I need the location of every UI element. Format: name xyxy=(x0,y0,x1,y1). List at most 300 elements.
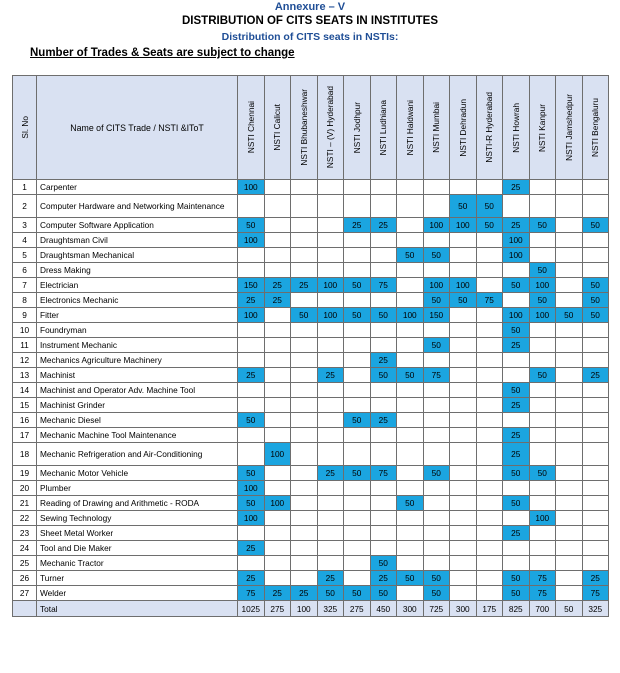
empty-cell xyxy=(317,248,344,263)
empty-cell xyxy=(423,353,450,368)
seat-cell: 50 xyxy=(344,586,371,601)
empty-cell xyxy=(476,278,503,293)
empty-cell xyxy=(317,233,344,248)
empty-cell xyxy=(397,556,424,571)
empty-cell xyxy=(450,383,477,398)
empty-cell xyxy=(397,293,424,308)
seat-cell: 100 xyxy=(238,511,265,526)
empty-cell xyxy=(291,383,318,398)
seat-cell: 25 xyxy=(503,526,530,541)
seat-cell: 100 xyxy=(397,308,424,323)
empty-cell xyxy=(450,338,477,353)
total-cell: 100 xyxy=(291,601,318,617)
empty-cell xyxy=(291,428,318,443)
empty-cell xyxy=(370,541,397,556)
row-sl-no: 23 xyxy=(13,526,37,541)
empty-cell xyxy=(503,368,530,383)
seat-cell: 150 xyxy=(423,308,450,323)
empty-cell xyxy=(423,233,450,248)
row-sl-no: 19 xyxy=(13,466,37,481)
seat-cell: 100 xyxy=(238,180,265,195)
empty-cell xyxy=(556,233,583,248)
row-sl-no: 15 xyxy=(13,398,37,413)
empty-cell xyxy=(291,293,318,308)
seat-cell: 50 xyxy=(503,496,530,511)
empty-cell xyxy=(344,398,371,413)
empty-cell xyxy=(264,541,291,556)
table-row xyxy=(13,180,609,195)
empty-cell xyxy=(556,338,583,353)
empty-cell xyxy=(370,323,397,338)
seat-cell: 100 xyxy=(450,218,477,233)
seat-cell: 25 xyxy=(344,218,371,233)
table-row xyxy=(13,481,609,496)
empty-cell xyxy=(344,511,371,526)
seat-cell: 25 xyxy=(503,180,530,195)
seat-cell: 50 xyxy=(423,248,450,263)
empty-cell xyxy=(476,383,503,398)
empty-cell xyxy=(264,526,291,541)
empty-cell xyxy=(264,353,291,368)
seat-cell: 100 xyxy=(238,233,265,248)
row-sl-no: 20 xyxy=(13,481,37,496)
seat-cell: 100 xyxy=(450,278,477,293)
empty-cell xyxy=(582,323,609,338)
empty-cell xyxy=(582,481,609,496)
table-row xyxy=(13,233,609,248)
empty-cell xyxy=(291,571,318,586)
empty-cell xyxy=(264,323,291,338)
institute-header: NSTI Howrah xyxy=(503,76,530,180)
empty-cell xyxy=(344,293,371,308)
seat-cell: 50 xyxy=(423,293,450,308)
trade-name-header: Name of CITS Trade / NSTI &IToT xyxy=(37,76,238,180)
page-title: DISTRIBUTION OF CITS SEATS IN INSTITUTES xyxy=(182,15,438,27)
empty-cell xyxy=(423,496,450,511)
total-cell: 450 xyxy=(370,601,397,617)
table-row xyxy=(13,278,609,293)
empty-cell xyxy=(423,541,450,556)
trade-name: Electrician xyxy=(37,278,238,293)
empty-cell xyxy=(397,338,424,353)
empty-cell xyxy=(370,443,397,466)
seat-cell: 50 xyxy=(556,308,583,323)
empty-cell xyxy=(450,353,477,368)
empty-cell xyxy=(264,571,291,586)
seat-cell: 50 xyxy=(529,368,556,383)
total-row xyxy=(13,601,609,617)
trade-name: Draughtsman Civil xyxy=(37,233,238,248)
empty-cell xyxy=(397,541,424,556)
empty-cell xyxy=(397,526,424,541)
total-cell: 725 xyxy=(423,601,450,617)
empty-cell xyxy=(423,443,450,466)
seat-cell: 25 xyxy=(370,571,397,586)
institute-header: NSTI Dehradun xyxy=(450,76,477,180)
seat-cell: 50 xyxy=(582,278,609,293)
seat-cell: 50 xyxy=(582,218,609,233)
empty-cell xyxy=(397,466,424,481)
seat-cell: 75 xyxy=(529,571,556,586)
empty-cell xyxy=(529,428,556,443)
seat-cell: 50 xyxy=(503,278,530,293)
empty-cell xyxy=(450,398,477,413)
seat-cell: 50 xyxy=(450,195,477,218)
empty-cell xyxy=(476,526,503,541)
seat-cell: 25 xyxy=(503,428,530,443)
empty-cell xyxy=(317,398,344,413)
empty-cell xyxy=(556,481,583,496)
empty-cell xyxy=(476,586,503,601)
empty-cell xyxy=(423,511,450,526)
empty-cell xyxy=(529,248,556,263)
row-sl-no: 3 xyxy=(13,218,37,233)
empty-cell xyxy=(344,443,371,466)
empty-cell xyxy=(397,398,424,413)
empty-cell xyxy=(370,180,397,195)
empty-cell xyxy=(529,338,556,353)
empty-cell xyxy=(397,233,424,248)
change-note: Number of Trades & Seats are subject to change xyxy=(30,47,295,59)
empty-cell xyxy=(503,195,530,218)
table-row xyxy=(13,428,609,443)
seat-cell: 50 xyxy=(476,195,503,218)
seat-cell: 50 xyxy=(370,556,397,571)
empty-cell xyxy=(476,263,503,278)
empty-cell xyxy=(556,541,583,556)
empty-cell xyxy=(476,481,503,496)
empty-cell xyxy=(238,248,265,263)
empty-cell xyxy=(291,338,318,353)
table-row xyxy=(13,218,609,233)
empty-cell xyxy=(317,413,344,428)
empty-cell xyxy=(582,556,609,571)
empty-cell xyxy=(556,443,583,466)
seat-cell: 75 xyxy=(582,586,609,601)
trade-name: Mechanic Refrigeration and Air-Conditioning xyxy=(37,443,238,466)
empty-cell xyxy=(556,218,583,233)
row-sl-no: 27 xyxy=(13,586,37,601)
seat-cell: 100 xyxy=(503,233,530,248)
trade-name: Mechanic Tractor xyxy=(37,556,238,571)
table-row xyxy=(13,443,609,466)
empty-cell xyxy=(291,218,318,233)
empty-cell xyxy=(450,263,477,278)
empty-cell xyxy=(450,443,477,466)
empty-cell xyxy=(556,368,583,383)
table-row xyxy=(13,308,609,323)
empty-cell xyxy=(238,443,265,466)
seat-cell: 50 xyxy=(397,248,424,263)
row-sl-no: 26 xyxy=(13,571,37,586)
empty-cell xyxy=(370,481,397,496)
seat-cell: 50 xyxy=(291,308,318,323)
table-row xyxy=(13,496,609,511)
trade-name: Mechanic Motor Vehicle xyxy=(37,466,238,481)
table-row xyxy=(13,541,609,556)
empty-cell xyxy=(291,263,318,278)
row-sl-no: 16 xyxy=(13,413,37,428)
empty-cell xyxy=(291,556,318,571)
empty-cell xyxy=(264,398,291,413)
seat-cell: 25 xyxy=(370,413,397,428)
trade-name: Turner xyxy=(37,571,238,586)
empty-cell xyxy=(370,248,397,263)
seat-cell: 50 xyxy=(582,293,609,308)
trade-name: Draughtsman Mechanical xyxy=(37,248,238,263)
seat-cell: 25 xyxy=(317,368,344,383)
empty-cell xyxy=(264,383,291,398)
row-sl-no: 11 xyxy=(13,338,37,353)
row-sl-no: 25 xyxy=(13,556,37,571)
row-sl-no: 14 xyxy=(13,383,37,398)
seat-cell: 25 xyxy=(291,278,318,293)
empty-cell xyxy=(450,571,477,586)
empty-cell xyxy=(476,511,503,526)
seat-cell: 25 xyxy=(317,571,344,586)
empty-cell xyxy=(476,323,503,338)
empty-cell xyxy=(370,338,397,353)
empty-cell xyxy=(264,233,291,248)
seat-cell: 50 xyxy=(370,368,397,383)
empty-cell xyxy=(317,481,344,496)
seat-cell: 100 xyxy=(423,278,450,293)
seat-cell: 25 xyxy=(503,398,530,413)
trade-name: Tool and Die Maker xyxy=(37,541,238,556)
trade-name: Plumber xyxy=(37,481,238,496)
empty-cell xyxy=(582,195,609,218)
empty-cell xyxy=(423,195,450,218)
empty-cell xyxy=(556,278,583,293)
seat-cell: 50 xyxy=(344,466,371,481)
seat-cell: 100 xyxy=(503,308,530,323)
row-sl-no: 1 xyxy=(13,180,37,195)
seat-cell: 50 xyxy=(423,466,450,481)
empty-cell xyxy=(476,338,503,353)
empty-cell xyxy=(503,353,530,368)
seat-cell: 50 xyxy=(503,466,530,481)
empty-cell xyxy=(238,263,265,278)
seat-cell: 100 xyxy=(503,248,530,263)
empty-cell xyxy=(423,323,450,338)
empty-cell xyxy=(291,541,318,556)
empty-cell xyxy=(397,278,424,293)
trade-name: Computer Hardware and Networking Maintenance xyxy=(37,195,238,218)
empty-cell xyxy=(556,496,583,511)
empty-cell xyxy=(264,263,291,278)
table-header-row xyxy=(13,76,609,180)
empty-cell xyxy=(344,383,371,398)
empty-cell xyxy=(317,263,344,278)
empty-cell xyxy=(423,383,450,398)
seat-cell: 50 xyxy=(423,338,450,353)
total-cell: 300 xyxy=(397,601,424,617)
seat-cell: 50 xyxy=(397,571,424,586)
empty-cell xyxy=(503,413,530,428)
empty-cell xyxy=(317,195,344,218)
empty-cell xyxy=(264,511,291,526)
seat-cell: 25 xyxy=(370,218,397,233)
seat-cell: 50 xyxy=(423,586,450,601)
row-sl-no: 9 xyxy=(13,308,37,323)
seat-cell: 75 xyxy=(529,586,556,601)
table-row xyxy=(13,353,609,368)
seat-cell: 25 xyxy=(291,586,318,601)
empty-cell xyxy=(423,413,450,428)
empty-cell xyxy=(529,526,556,541)
seat-cell: 25 xyxy=(503,338,530,353)
table-row xyxy=(13,526,609,541)
empty-cell xyxy=(450,248,477,263)
empty-cell xyxy=(291,180,318,195)
empty-cell xyxy=(450,556,477,571)
empty-cell xyxy=(476,541,503,556)
total-cell: 275 xyxy=(264,601,291,617)
total-cell: 50 xyxy=(556,601,583,617)
empty-cell xyxy=(344,496,371,511)
empty-cell xyxy=(344,526,371,541)
empty-cell xyxy=(582,383,609,398)
row-sl-no: 18 xyxy=(13,443,37,466)
seat-cell: 150 xyxy=(238,278,265,293)
empty-cell xyxy=(582,466,609,481)
empty-cell xyxy=(582,541,609,556)
empty-cell xyxy=(291,481,318,496)
institute-header: NSTI Kanpur xyxy=(529,76,556,180)
empty-cell xyxy=(423,481,450,496)
seat-cell: 25 xyxy=(238,571,265,586)
page-subtitle: Distribution of CITS seats in NSTIs: xyxy=(221,31,399,43)
empty-cell xyxy=(317,293,344,308)
empty-cell xyxy=(556,428,583,443)
empty-cell xyxy=(582,263,609,278)
empty-cell xyxy=(476,466,503,481)
empty-cell xyxy=(450,496,477,511)
row-sl-no: 6 xyxy=(13,263,37,278)
empty-cell xyxy=(291,195,318,218)
trade-name: Mechanics Agriculture Machinery xyxy=(37,353,238,368)
empty-cell xyxy=(423,556,450,571)
institute-header: NSTI Bengaluru xyxy=(582,76,609,180)
empty-cell xyxy=(397,218,424,233)
empty-cell xyxy=(529,353,556,368)
seat-cell: 50 xyxy=(529,263,556,278)
seat-cell: 50 xyxy=(503,571,530,586)
trade-name: Machinist Grinder xyxy=(37,398,238,413)
seat-cell: 25 xyxy=(264,293,291,308)
sl-no-header: Sl. No xyxy=(13,76,37,180)
empty-cell xyxy=(476,443,503,466)
trade-name: Sewing Technology xyxy=(37,511,238,526)
empty-cell xyxy=(317,556,344,571)
empty-cell xyxy=(344,233,371,248)
empty-cell xyxy=(556,323,583,338)
trade-name: Dress Making xyxy=(37,263,238,278)
empty-cell xyxy=(397,428,424,443)
empty-cell xyxy=(582,338,609,353)
seat-cell: 50 xyxy=(503,323,530,338)
seat-cell: 75 xyxy=(370,466,397,481)
empty-cell xyxy=(450,541,477,556)
empty-cell xyxy=(291,413,318,428)
seat-cell: 100 xyxy=(529,308,556,323)
seat-cell: 50 xyxy=(582,308,609,323)
empty-cell xyxy=(291,443,318,466)
seat-cell: 50 xyxy=(344,278,371,293)
institute-header: NSTI – (V) Hyderabad xyxy=(317,76,344,180)
trade-name: Electronics Mechanic xyxy=(37,293,238,308)
empty-cell xyxy=(556,466,583,481)
empty-cell xyxy=(476,496,503,511)
empty-cell xyxy=(476,413,503,428)
seat-cell: 50 xyxy=(423,571,450,586)
empty-cell xyxy=(370,511,397,526)
empty-cell xyxy=(582,233,609,248)
table-row xyxy=(13,263,609,278)
empty-cell xyxy=(264,338,291,353)
seat-cell: 75 xyxy=(370,278,397,293)
table-row xyxy=(13,586,609,601)
empty-cell xyxy=(291,466,318,481)
empty-cell xyxy=(291,398,318,413)
table-row xyxy=(13,571,609,586)
empty-cell xyxy=(264,368,291,383)
empty-cell xyxy=(397,586,424,601)
empty-cell xyxy=(582,526,609,541)
empty-cell xyxy=(264,180,291,195)
seat-cell: 25 xyxy=(317,466,344,481)
empty-cell xyxy=(450,308,477,323)
seat-cell: 100 xyxy=(317,278,344,293)
empty-cell xyxy=(370,195,397,218)
seat-cell: 100 xyxy=(238,308,265,323)
empty-cell xyxy=(291,368,318,383)
empty-cell xyxy=(238,195,265,218)
empty-cell xyxy=(529,233,556,248)
empty-cell xyxy=(317,323,344,338)
empty-cell xyxy=(423,428,450,443)
empty-cell xyxy=(344,481,371,496)
empty-cell xyxy=(476,556,503,571)
trade-name: Foundryman xyxy=(37,323,238,338)
table-row xyxy=(13,323,609,338)
row-sl-no: 5 xyxy=(13,248,37,263)
empty-cell xyxy=(264,308,291,323)
empty-cell xyxy=(556,180,583,195)
empty-cell xyxy=(344,338,371,353)
row-sl-no: 21 xyxy=(13,496,37,511)
empty-cell xyxy=(556,511,583,526)
seat-cell: 50 xyxy=(503,586,530,601)
empty-cell xyxy=(264,556,291,571)
empty-cell xyxy=(529,398,556,413)
seat-cell: 25 xyxy=(582,571,609,586)
empty-cell xyxy=(423,398,450,413)
empty-cell xyxy=(476,233,503,248)
empty-cell xyxy=(370,263,397,278)
empty-cell xyxy=(450,481,477,496)
seat-cell: 50 xyxy=(503,383,530,398)
empty-cell xyxy=(264,481,291,496)
table-row xyxy=(13,368,609,383)
empty-cell xyxy=(450,526,477,541)
row-sl-no: 13 xyxy=(13,368,37,383)
empty-cell xyxy=(397,511,424,526)
row-sl-no: 10 xyxy=(13,323,37,338)
total-label: Total xyxy=(37,601,238,617)
seat-cell: 50 xyxy=(370,586,397,601)
empty-cell xyxy=(397,195,424,218)
